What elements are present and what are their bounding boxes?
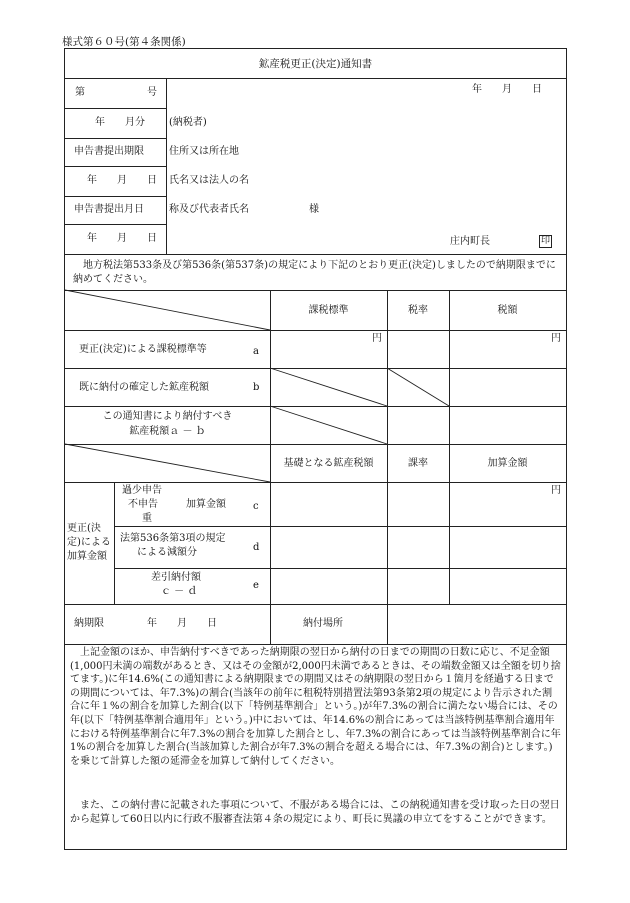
row-a-amount-unit: 円 xyxy=(551,333,561,344)
period-month: 年 月分 xyxy=(95,117,145,128)
late-fee-text: 上記金額のほか、申告納付すべきであった納期限の翌日から納付の日までの期間の日数に応じ、不足金額(1,000円未満の端数があるとき、又はその金額が2,000円未満であるときは、その端数金額又は全額を切り捨てます。)に年14.6%(この通知書による納期限までの期間又はその納期限の翌日から１箇月を経過する日までの期間については、年7.3%)の割合(当該年の前年に租税特別措置法第93条第2項の規定により告示された割合に年１%の割合を加算した割合(以下「特例基準割合」という。)が年7.3%の割合に満たない場合には、その年(以下「特例基準割合適用年」という。)中においては、年14.6%の割合にあっては当該特例基準割合適用年における特例基準割合に年7.3%の割合を加算した割合とし、年7.3%の割合にあっては当該特例基準割合に年1%の割合を加算した割合(当該加算した割合が年7.3%の割合を超える場合には、年7.3%の割合)とします。)を乗じて計算した額の延滞金を加算して納付してください。 xyxy=(70,647,561,767)
number-gou: 号 xyxy=(147,87,157,98)
group-label-2: 定)による xyxy=(67,537,111,548)
row-d-label-2: による減額分 xyxy=(137,547,197,558)
group-label-1: 更正(決 xyxy=(67,523,101,534)
deadline-date: 年 月 日 xyxy=(87,175,157,186)
row-ab-label-2: 鉱産税額ａ － ｂ xyxy=(129,426,206,437)
due-label: 納期限 xyxy=(74,618,104,629)
header-tax-base: 課税標準 xyxy=(308,305,349,316)
mayor-label: 庄内町長 xyxy=(450,236,490,247)
seal-mark: 印 xyxy=(540,236,550,246)
row-ab-label-1: この通知書により納付すべき xyxy=(102,411,233,422)
notice-form xyxy=(64,48,567,850)
form-title: 鉱産税更正(決定)通知書 xyxy=(258,58,373,70)
row-b-code: b xyxy=(253,382,260,393)
row-b-label: 既に納付の確定した鉱産税額 xyxy=(79,382,209,393)
header-tax-rate: 税率 xyxy=(408,305,428,316)
notice-date: 年 月 日 xyxy=(472,84,542,95)
row-e-code: e xyxy=(253,580,259,591)
filed-label: 申告書提出月日 xyxy=(74,204,144,215)
row-d-code: d xyxy=(253,542,260,553)
row-e-label-2: ｃ － ｄ xyxy=(161,586,198,597)
payment-place-label: 納付場所 xyxy=(303,618,343,629)
group-label-3: 加算金額 xyxy=(67,551,107,562)
row-a-base-unit: 円 xyxy=(372,333,382,344)
header-surcharge-rate: 課率 xyxy=(408,458,428,469)
filed-date: 年 月 日 xyxy=(87,233,157,244)
honorific: 様 xyxy=(309,204,319,215)
header-base-tax: 基礎となる鉱産税額 xyxy=(283,458,374,469)
row-c-code: c xyxy=(253,501,259,512)
representative-label: 称及び代表者氏名 xyxy=(169,204,249,215)
deadline-label: 申告書提出期限 xyxy=(74,146,144,157)
appeal-text: また、この納付書に記載された事項について、不服がある場合には、この納税通知書を受け取った日の翌日から起算して60日以内に行政不服審査法第４条の規定により、町長に異議の申立てをすることができます。 xyxy=(70,800,560,825)
number-dai: 第 xyxy=(75,87,85,98)
row-c-surcharge: 加算金額 xyxy=(186,499,226,510)
due-date: 年 月 日 xyxy=(147,618,217,629)
row-c-underreport: 過少申告 xyxy=(122,485,162,496)
header-surcharge-amount: 加算金額 xyxy=(487,458,528,469)
row-d-label-1: 法第536条第3項の規定 xyxy=(120,533,226,544)
notice-text: 地方税法第533条及び第536条(第537条)の規定により下記のとおり更正(決定)しましたので納期限までに納めてください。 xyxy=(73,260,556,285)
row-c-nonfiling: 不申告 xyxy=(128,499,158,510)
taxpayer-label: (納税者) xyxy=(169,117,207,128)
address-label: 住所又は所在地 xyxy=(169,146,239,157)
name-label: 氏名又は法人の名 xyxy=(169,175,249,186)
header-tax-amount: 税額 xyxy=(497,305,518,316)
row-c-heavy: 重 xyxy=(142,513,152,524)
row-a-code: a xyxy=(253,346,259,357)
row-e-label-1: 差引納付額 xyxy=(151,572,201,583)
row-c-amount-unit: 円 xyxy=(551,485,561,496)
form-number: 様式第６０号(第４条関係) xyxy=(62,36,186,48)
row-a-label: 更正(決定)による課税標準等 xyxy=(79,344,207,355)
